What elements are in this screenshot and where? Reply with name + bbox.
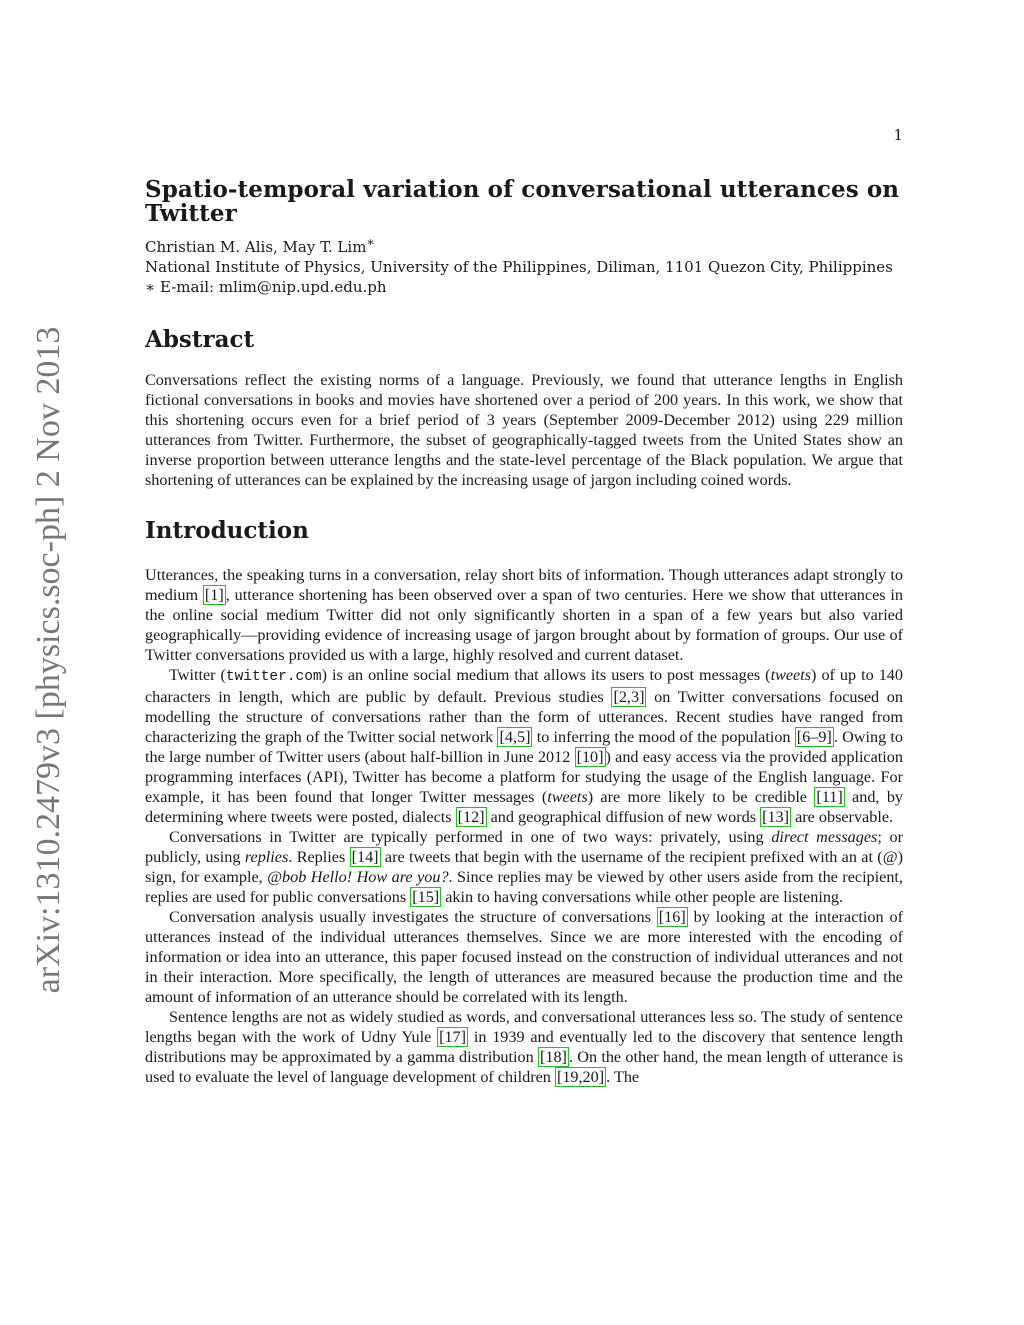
citation-link[interactable]: [12] bbox=[457, 808, 485, 826]
text-run: , utterance shortening has been observed over a span of two centuries. Here we show that utterances in the online social medium Twitter did not only significantly shorten in a span of a few years but also varied geographically—providing evidence of increasing usage of jargon brought about by formation of groups. Our use of Twitter conversations provided us with a large, highly resolved and current dataset. bbox=[145, 586, 903, 664]
citation-link[interactable]: [18] bbox=[539, 1048, 567, 1066]
citation-link[interactable]: [14] bbox=[351, 848, 379, 866]
intro-paragraph-4 bbox=[145, 907, 903, 1007]
text-run: . On the other hand, the mean length of utterance is used to evaluate the level of language development of children bbox=[145, 1048, 903, 1086]
corresponding-mark: ∗ bbox=[366, 234, 375, 249]
text-run: . Owing to the large number of Twitter users (about half-billion in June 2012 bbox=[145, 728, 903, 766]
paper-meta bbox=[145, 232, 903, 297]
emphasis: tweets bbox=[770, 666, 812, 684]
text-run: . Replies bbox=[288, 848, 350, 866]
text-run: and, by determining where tweets were posted, dialects bbox=[145, 788, 904, 826]
abstract-text: Conversations reflect the existing norms of a language. Previously, we found that utterance lengths in English fictional conversations in books and movies have shortened over a period of 200 years. In this work, we show that this shortening occurs even for a brief period of 3 years (September 2009-December 2012) using 229 million utterances from Twitter. Furthermore, the subset of geographically-tagged tweets from the United States show an inverse proportion between utterance lengths and the state-level percentage of the Black population. We argue that shortening of utterances can be explained by the increasing usage of jargon including coined words. bbox=[145, 371, 903, 489]
abstract-heading: Abstract bbox=[145, 326, 255, 353]
citation-link[interactable]: [6–9] bbox=[796, 728, 832, 746]
text-run: to inferring the mood of the population bbox=[532, 728, 795, 746]
intro-paragraph-2 bbox=[145, 665, 903, 827]
introduction-heading: Introduction bbox=[145, 517, 309, 544]
citation-link[interactable]: [16] bbox=[658, 908, 686, 926]
citation-link[interactable]: [19,20] bbox=[556, 1068, 605, 1086]
text-run: ; or publicly, using bbox=[145, 828, 903, 866]
text-run: Conversation analysis usually investigates the structure of conversations bbox=[169, 908, 657, 926]
text-run: in 1939 and eventually led to the discovery that sentence length distributions may be approximated by a gamma distribution bbox=[145, 1028, 903, 1066]
email-line bbox=[145, 277, 903, 297]
citation-link[interactable]: [2,3] bbox=[613, 688, 645, 706]
text-run: Conversations in Twitter are typically performed in one of two ways: privately, using bbox=[169, 828, 772, 846]
citation-link[interactable]: [13] bbox=[762, 808, 790, 826]
text-run: on Twitter conversations focused on modelling the structure of conversations rather than the form of utterances. Recent studies have ranged from characterizing the graph of the Twitter social network bbox=[145, 688, 903, 746]
page-number: 1 bbox=[893, 126, 903, 144]
twitter-url: twitter.com bbox=[225, 669, 322, 685]
emphasis: @bob Hello! How are you? bbox=[267, 868, 449, 886]
authors: Christian M. Alis, May T. Lim bbox=[145, 238, 367, 256]
email: E-mail: mlim@nip.upd.edu.ph bbox=[159, 278, 387, 296]
text-run: Twitter ( bbox=[169, 666, 226, 684]
citation-link[interactable]: [15] bbox=[412, 888, 440, 906]
citation-link[interactable]: [11] bbox=[816, 788, 843, 806]
paper-body bbox=[145, 178, 903, 1087]
citation-link[interactable]: [4,5] bbox=[499, 728, 531, 746]
emphasis: tweets bbox=[547, 788, 588, 806]
text-run: are observable. bbox=[791, 808, 894, 826]
text-run: . The bbox=[606, 1068, 640, 1086]
affiliation: National Institute of Physics, University of the Philippines, Diliman, 1101 Quezon City, Philippines bbox=[145, 258, 893, 276]
arxiv-stamp: arXiv:1310.2479v3 [physics.soc-ph] 2 Nov 2013 bbox=[30, 326, 67, 994]
emphasis: replies bbox=[244, 848, 289, 866]
intro-paragraph-3 bbox=[145, 827, 903, 907]
citation-link[interactable]: [10] bbox=[576, 748, 604, 766]
text-run: Utterances, the speaking turns in a conversation, relay short bits of information. Though utterances adapt strongly to medium bbox=[145, 566, 903, 604]
paper-title: Spatio-temporal variation of conversational utterances on Twitter bbox=[145, 176, 900, 227]
text-run: Sentence lengths are not as widely studied as words, and conversational utterances less so. The study of sentence lengths began with the work of Udny Yule bbox=[145, 1008, 903, 1046]
email-mark: ∗ bbox=[145, 278, 156, 296]
authors-line bbox=[145, 232, 903, 257]
text-run: by looking at the interaction of utterances instead of the individual utterances themselves. Since we are more interested with the encoding of information or idea into an utterance, this paper focused instead on the construction of individual utterances and not in their interaction. More specifically, the length of utterances are measured because the production time and the amount of information of an utterance should be correlated with its length. bbox=[145, 908, 903, 1006]
text-run: are tweets that begin with the username of the recipient prefixed with an at (@) sign, for example, bbox=[145, 848, 903, 886]
text-run: ) of up to 140 characters in length, which are public by default. Previous studies bbox=[145, 666, 903, 706]
text-run: ) is an online social medium that allows its users to post messages ( bbox=[321, 666, 771, 684]
citation-link[interactable]: [1] bbox=[204, 586, 224, 604]
citation-link[interactable]: [17] bbox=[439, 1028, 467, 1046]
text-run: ) and easy access via the provided application programming interfaces (API), Twitter has become a platform for studying the usage of the English language. For example, it has been found that longer Twitter messages ( bbox=[145, 748, 903, 806]
intro-paragraph-5 bbox=[145, 1007, 903, 1087]
emphasis: direct messages bbox=[771, 828, 878, 846]
intro-paragraph-1 bbox=[145, 565, 903, 665]
text-run: . Since replies may be viewed by other users aside from the recipient, replies are used for public conversations bbox=[145, 868, 903, 906]
text-run: akin to having conversations while other people are listening. bbox=[441, 888, 844, 906]
text-run: and geographical diffusion of new words bbox=[486, 808, 761, 826]
text-run: ) are more likely to be credible bbox=[587, 788, 815, 806]
